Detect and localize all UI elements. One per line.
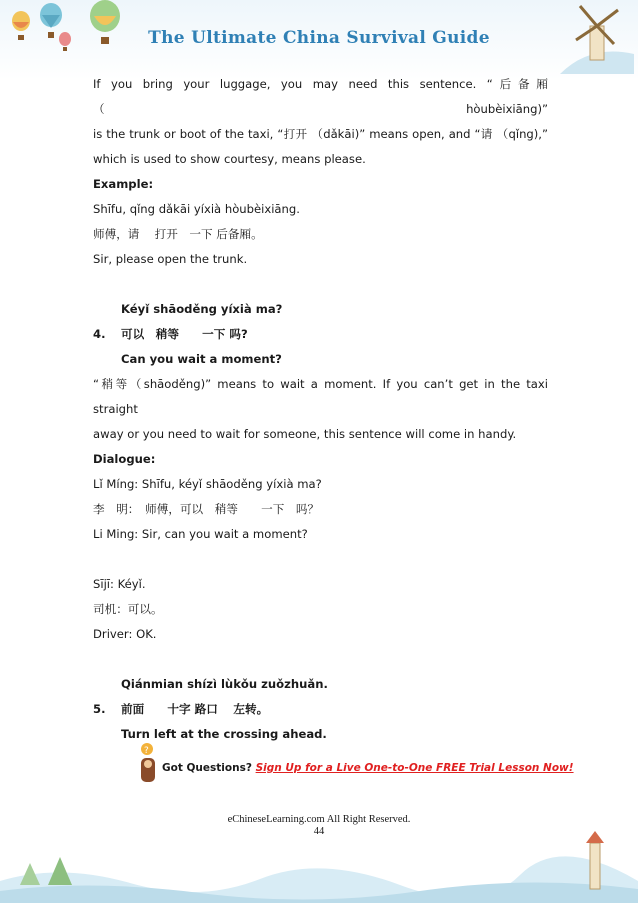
item-5-english: Turn left at the crossing ahead. <box>121 727 327 741</box>
paragraph-line: If you bring your luggage, you may need this sentence. “后备厢（hòubèixiāng)” <box>93 77 548 116</box>
dialogue-line: Li Ming: Sir, can you wait a moment? <box>93 527 308 541</box>
paragraph-line: “稍等（shāoděng)” means to wait a moment. If you can’t get in the taxi straight <box>93 377 548 416</box>
paragraph-line: which is used to show courtesy, means please. <box>93 152 366 166</box>
question-mascot-icon <box>137 742 161 786</box>
trial-lesson-link[interactable]: Sign Up for a Live One-to-One FREE Trial Lesson Now! <box>255 762 574 774</box>
example-english: Sir, please open the trunk. <box>93 252 248 266</box>
copyright-text: eChineseLearning.com All Right Reserved. <box>227 814 411 825</box>
svg-text:?: ? <box>144 746 149 756</box>
paragraph-line: is the trunk or boot of the taxi, “打开 （dǎkāi)” means open, and “请 （qǐng),” <box>93 127 548 141</box>
example-heading: Example: <box>93 177 154 191</box>
item-5-chinese-row <box>93 697 548 722</box>
trial-lesson-banner <box>137 742 574 792</box>
dialogue-line: Lǐ Míng: Shīfu, kéyǐ shāoděng yíxià ma? <box>93 477 322 491</box>
item-5-pinyin: Qiánmian shízì lùkǒu zuǒzhuǎn. <box>121 677 328 691</box>
item-4-english: Can you wait a moment? <box>121 352 282 366</box>
item-4-number: 4. <box>93 327 106 341</box>
item-5-chinese: 前面 十字 路口 左转。 <box>121 702 269 716</box>
item-4-chinese-row <box>93 322 548 347</box>
cta-question: Got Questions? <box>162 762 252 774</box>
item-4-chinese: 可以 稍等 一下 吗? <box>121 327 248 341</box>
example-chinese: 师傅，请 打开 一下 后备厢。 <box>93 227 263 241</box>
item-4-pinyin: Kéyǐ shāoděng yíxià ma? <box>121 302 283 316</box>
dialogue-line: Sījī: Kéyǐ. <box>93 577 146 591</box>
page-content <box>93 72 548 747</box>
cta-text <box>162 762 574 774</box>
landscape-illustration <box>0 823 638 903</box>
paragraph-line: away or you need to wait for someone, this sentence will come in handy. <box>93 427 517 441</box>
dialogue-line: 李 明： 师傅，可以 稍等 一下 吗？ <box>93 502 320 516</box>
dialogue-line: 司机：可以。 <box>93 602 163 616</box>
guide-title: The Ultimate China Survival Guide <box>148 28 490 48</box>
page-header <box>0 0 638 80</box>
dialogue-line: Driver: OK. <box>93 627 157 641</box>
item-5-number: 5. <box>93 702 106 716</box>
page-number: 44 <box>313 826 325 837</box>
dialogue-heading: Dialogue: <box>93 452 156 466</box>
example-pinyin: Shīfu, qǐng dǎkāi yíxià hòubèixiāng. <box>93 202 300 216</box>
